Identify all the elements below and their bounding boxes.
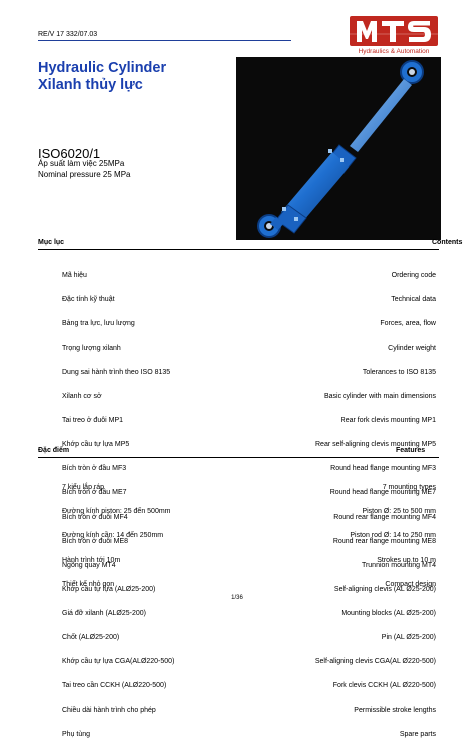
list-item: Piston Ø: 25 to 500 mm: [362, 508, 436, 516]
list-item: Compact design: [385, 580, 436, 588]
list-item: Bích tròn ở đuôi ME8: [62, 537, 129, 545]
list-item: Trunnion mounting MT4: [361, 561, 436, 569]
features-list-en: [241, 468, 436, 597]
list-item: Mã hiệu: [62, 272, 87, 280]
title-line-vi: Xilanh thủy lực: [38, 77, 143, 93]
list-item: Basic cylinder with main dimensions: [323, 392, 436, 400]
list-item: Đường kính cần: 14 đến 250mm: [62, 532, 164, 540]
list-item: Phụ tùng: [62, 730, 91, 738]
list-item: Đặc tính kỹ thuật: [62, 296, 115, 304]
hydraulic-cylinder-photo: [236, 57, 441, 240]
list-item: Khớp cầu tự lựa CGA(ALØ220-500): [62, 658, 175, 666]
list-item: Pin (AL Ø25-200): [381, 634, 436, 642]
list-item: Cylinder weight: [388, 344, 436, 352]
features-heading-en: Features: [396, 447, 426, 454]
list-item: Tolerances to ISO 8135: [362, 368, 436, 376]
list-item: Bích tròn ở đầu ME7: [62, 489, 127, 497]
list-item: Xilanh cơ sở: [62, 392, 102, 400]
list-item: Self-aligning clevis (AL Ø25-200): [333, 585, 436, 593]
list-item: Giá đỡ xilanh (ALØ25-200): [62, 610, 146, 618]
list-item: Piston rod Ø: 14 to 250 mm: [350, 532, 436, 540]
features-heading-vi: Đặc điểm: [38, 447, 70, 454]
pressure-vi: Áp suất làm việc 25MPa: [38, 159, 125, 168]
list-item: Ngõng quay MT4: [62, 561, 116, 569]
list-item: Mounting blocks (AL Ø25-200): [341, 610, 436, 618]
header-divider: [38, 40, 291, 41]
contents-divider: [38, 249, 439, 250]
contents-heading-en: Contents: [432, 239, 463, 246]
list-item: Tai treo cần CCKH (ALØ220-500): [62, 682, 167, 690]
list-item: Chiều dài hành trình cho phép: [62, 706, 156, 714]
list-item: Tai treo ở đuôi MP1: [62, 416, 124, 424]
list-item: 7 kiểu lắp ráp: [62, 484, 105, 492]
list-item: Hành trình tới 10m: [62, 556, 121, 564]
list-item: Fork clevis CCKH (AL Ø220-500): [332, 682, 436, 690]
list-item: Permissible stroke lengths: [354, 706, 436, 714]
list-item: Technical data: [391, 296, 436, 304]
pressure-info: [38, 158, 130, 180]
list-item: Round head flange mounting ME7: [329, 489, 436, 497]
list-item: Bích tròn ở đầu MF3: [62, 465, 127, 473]
list-item: Ordering code: [391, 272, 436, 280]
list-item: Round rear flange mounting MF4: [333, 513, 436, 521]
pressure-en: Nominal pressure 25 MPa: [38, 170, 131, 179]
title-line-en: Hydraulic Cylinder: [38, 60, 167, 76]
list-item: Round head flange mounting MF3: [330, 465, 436, 473]
logo-tagline: Hydraulics & Automation: [358, 48, 430, 55]
list-item: Bích tròn ở đuôi MF4: [62, 513, 128, 521]
list-item: Trọng lượng xilanh: [62, 344, 121, 352]
list-item: Rear fork clevis mounting MP1: [340, 416, 436, 424]
features-list-vi: [62, 468, 171, 597]
list-item: Khớp cầu tự lựa (ALØ25-200): [62, 585, 156, 593]
list-item: Khớp cầu tự lựa MP5: [62, 441, 130, 449]
list-item: Round rear flange mounting ME8: [332, 537, 436, 545]
list-item: Strokes up to 10 m: [377, 556, 436, 564]
list-item: Thiết kế nhỏ gọn: [62, 580, 115, 588]
list-item: Dung sai hành trình theo ISO 8135: [62, 368, 171, 376]
list-item: Đường kính piston: 25 đến 500mm: [62, 508, 171, 516]
standard-code: ISO6020/1: [38, 146, 101, 161]
page-title: [38, 60, 166, 94]
list-item: 7 mounting types: [382, 484, 436, 492]
contents-heading-vi: Mục lục: [38, 239, 65, 246]
page-number: 1/36: [231, 595, 243, 601]
list-item: Rear self-aligning clevis mounting MP5: [315, 441, 436, 449]
features-divider: [38, 457, 439, 458]
list-item: Self-aligning clevis CGA(AL Ø220-500): [314, 658, 436, 666]
list-item: Spare parts: [399, 730, 436, 738]
list-item: Chốt (ALØ25-200): [62, 634, 120, 642]
revision-code: RE/V 17 332/07.03: [38, 31, 98, 38]
list-item: Forces, area, flow: [380, 320, 436, 328]
list-item: Bảng tra lực, lưu lượng: [62, 320, 135, 328]
